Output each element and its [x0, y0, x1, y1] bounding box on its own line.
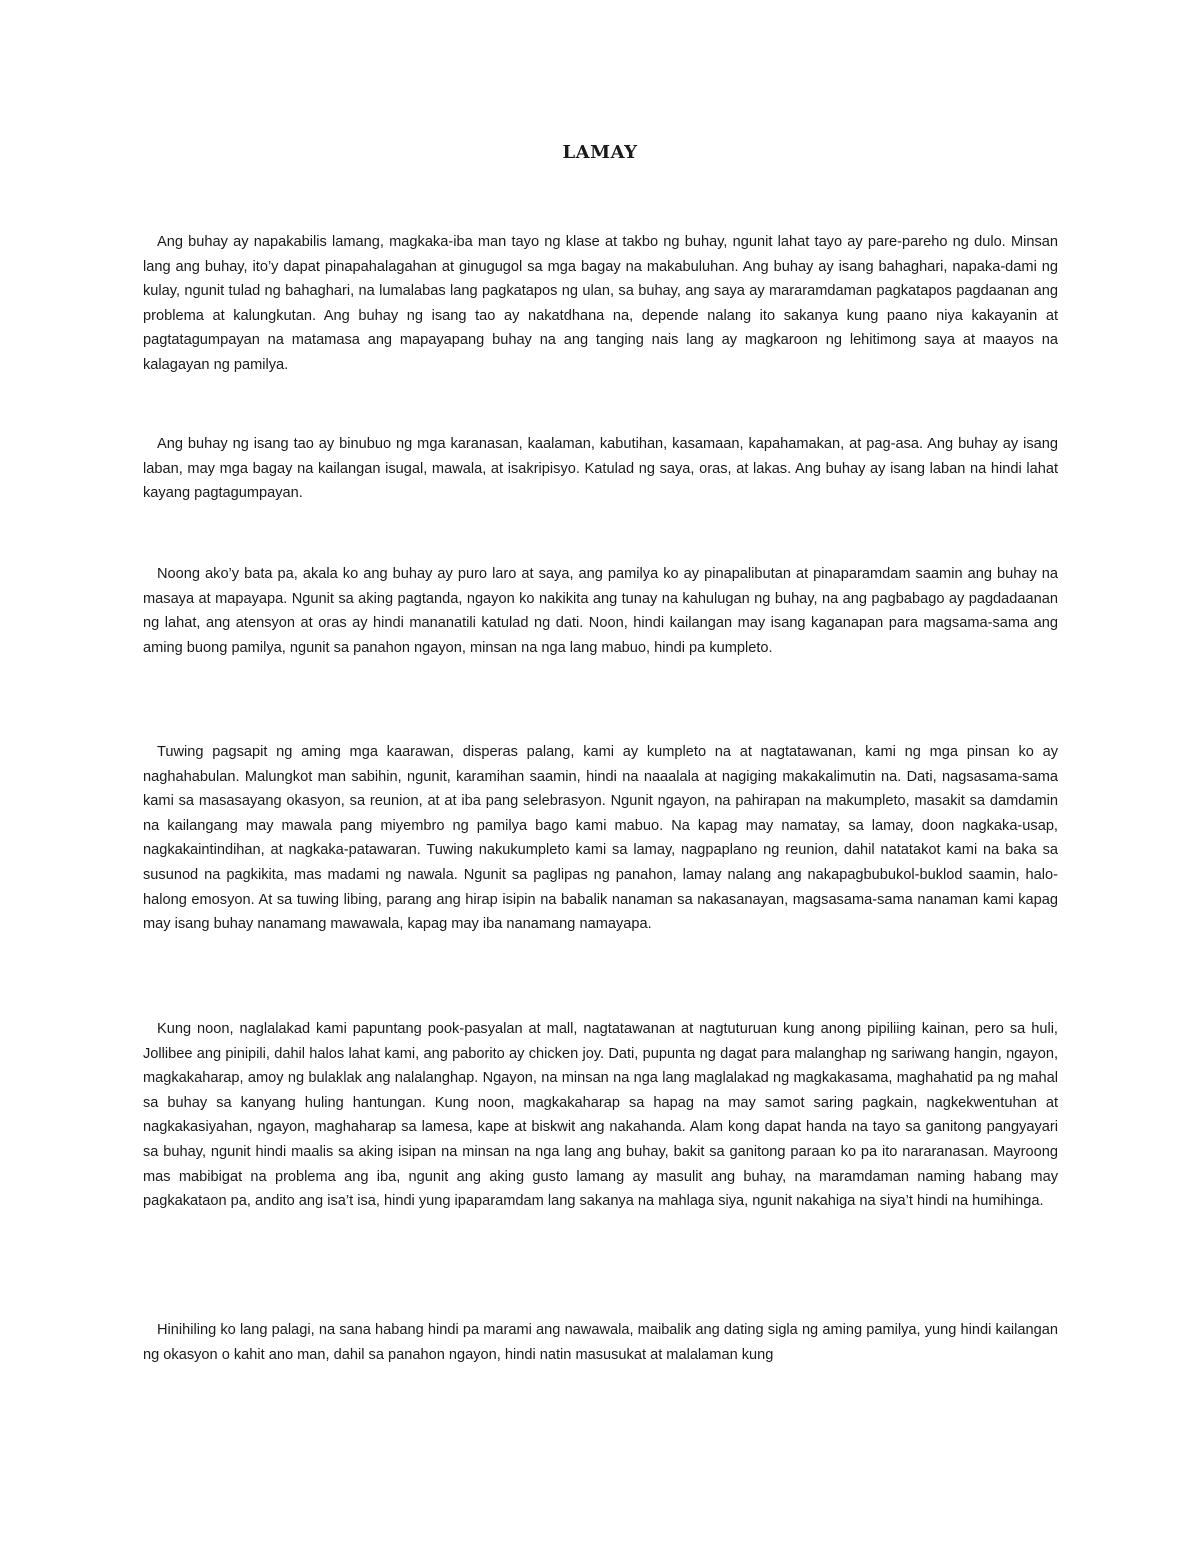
paragraph-6: Hinihiling ko lang palagi, na sana habang hindi pa marami ang nawawala, maibalik ang dating sigla ng aming pamilya, yung hindi kailangan ng okasyon o kahit ano man, dahil sa panahon ngayon, hindi natin masusukat at malalaman kung [143, 1322, 1058, 1363]
paragraph-4: Tuwing pagsapit ng aming mga kaarawan, disperas palang, kami ay kumpleto na at nagtatawanan, kami ng mga pinsan ko ay naghahabulan. Malungkot man sabihin, ngunit, karamihan saamin, hindi na naaalala at nagiging makakalimutin na. Dati, nagsasama-sama kami sa masasayang okasyon, sa reunion, at at iba pang selebrasyon. Ngunit ngayon, na pahirapan na makumpleto, masakit sa damdamin na kailangang may mawala pang miyembro ng pamilya bago kami mabuo. Na kapag may namatay, sa lamay, doon nagkaka-usap, nagkakaintindihan, at nagkaka-patawaran. Tuwing nakukumpleto kami sa lamay, nagpaplano ng reunion, dahil natatakot kami na baka sa susunod na pagkikita, mas madami ng nawala. Ngunit sa paglipas ng panahon, lamay nalang ang nakapagbubukol-buklod saamin, halo-halong emosyon. At sa tuwing libing, parang ang hirap isipin na babalik nanaman sa nakasanayan, magsasama-sama nanaman kami kapag may isang buhay nanamang mawawala, kapag may iba nanamang namayapa. [143, 744, 1058, 933]
paragraph-3: Noong ako’y bata pa, akala ko ang buhay ay puro laro at saya, ang pamilya ko ay pinapalibutan at pinaparamdam saamin ang buhay na masaya at mapayapa. Ngunit sa aking pagtanda, ngayon ko nakikita ang tunay na kahulugan ng buhay, na ang pagbabago ay pagdadaanan ng lahat, ang atensyon at oras ay hindi mananatili katulad ng dati. Noon, hindi kailangan may isang kaganapan para magsama-sama ang aming buong pamilya, ngunit sa panahon ngayon, minsan na nga lang mabuo, hindi pa kumpleto. [143, 566, 1058, 656]
paragraph-2: Ang buhay ng isang tao ay binubuo ng mga karanasan, kaalaman, kabutihan, kasamaan, kapahamakan, at pag-asa. Ang buhay ay isang laban, may mga bagay na kailangan isugal, mawala, at isakripisyo. Katulad ng saya, oras, at lakas. Ang buhay ay isang laban na hindi lahat kayang pagtagumpayan. [143, 436, 1058, 502]
paragraph-5: Kung noon, naglalakad kami papuntang pook-pasyalan at mall, nagtatawanan at nagtuturuan kung anong pipiliing kainan, pero sa huli, Jollibee ang pinipili, dahil halos lahat kami, ang paborito ay chicken joy. Dati, pupunta ng dagat para malanghap ng sariwang hangin, ngayon, magkakaharap, amoy ng bulaklak ang nalalanghap. Ngayon, na minsan na nga lang maglalakad ng magkakasama, maghahatid pa ng mahal sa buhay sa kanyang huling hantungan. Kung noon, magkakaharap sa hapag na may samot saring pagkain, nagkekwentuhan at nagkakasiyahan, ngayon, maghaharap sa lamesa, kape at biskwit ang nakahanda. Alam kong dapat handa na tayo sa ganitong pangyayari sa buhay, ngunit hindi maalis sa aking isipan na minsan na nga lang ang buhay, bakit sa ganitong paraan ko pa ito nararanasan. Mayroong mas mabibigat na problema ang iba, ngunit ang aking gusto lamang ay masulit ang buhay, na maramdaman naming habang may pagkakataon pa, andito ang isa’t isa, hindi yung ipaparamdam lang sakanya na mahlaga siya, ngunit nakahiga na siya’t hindi na humihinga. [143, 1021, 1058, 1210]
paragraph-1: Ang buhay ay napakabilis lamang, magkaka-iba man tayo ng klase at takbo ng buhay, ngunit lahat tayo ay pare-pareho ng dulo. Minsan lang ang buhay, ito’y dapat pinapahalagahan at ginugugol sa mga bagay na makabuluhan. Ang buhay ay isang bahaghari, napaka-dami ng kulay, ngunit tulad ng bahaghari, na lumalabas lang pagkatapos ng ulan, sa buhay, ang saya ay mararamdaman pagkatapos pagdaanan ang problema at kalungkutan. Ang buhay ng isang tao ay nakatdhana na, depende nalang ito sakanya kung paano niya kakayanin at pagtatagumpayan na matamasa ang mapayapang buhay na ang tanging nais lang ay magkaroon ng lehitimong saya at maayos na kalagayan ng pamilya. [143, 234, 1058, 373]
document-title: LAMAY [562, 142, 638, 163]
